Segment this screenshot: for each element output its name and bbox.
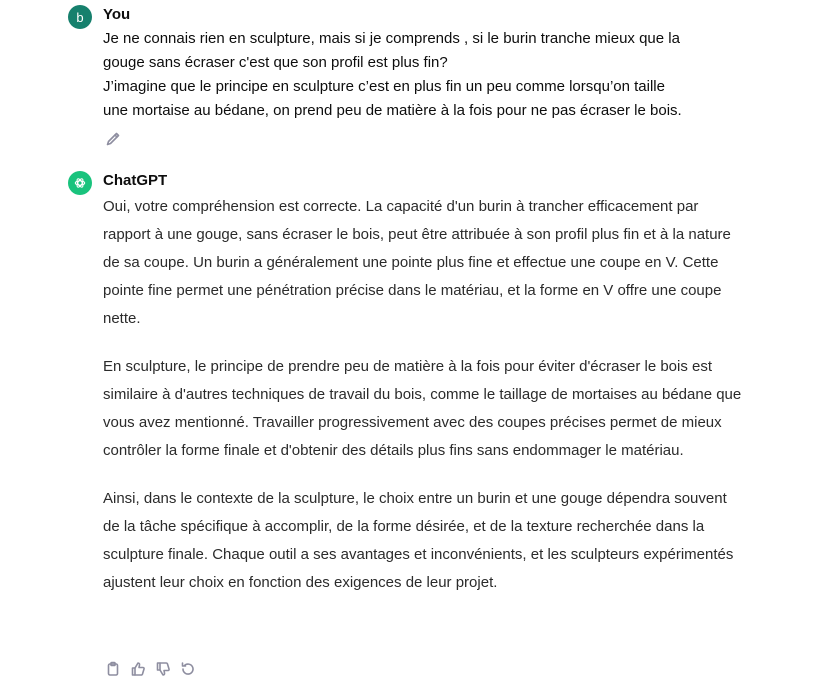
user-message xyxy=(68,5,788,155)
regenerate-button[interactable] xyxy=(179,660,197,678)
assistant-message xyxy=(68,171,788,686)
thumbs-up-button[interactable] xyxy=(129,660,147,678)
user-avatar-letter: b xyxy=(76,9,84,25)
assistant-paragraph-3: Ainsi, dans le contexte de la sculpture, le choix entre un burin et une gouge dépendra souvent de la tâche spécifique à accomplir, de la forme désirée, et de la texture recherchée dans la sculpture finale. Chaque outil a ses avantages et inconvénients, et les sculpteurs expérimentés ajustent leur choix en fonction des exigences de leur projet. xyxy=(103,490,734,591)
user-author-name: You xyxy=(103,6,131,23)
copy-button[interactable] xyxy=(104,660,122,678)
assistant-paragraph-2: En sculpture, le principe de prendre peu de matière à la fois pour éviter d'écraser le bois est similaire à d'autres techniques de travail du bois, comme le taillage de mortaises au bédane que vous avez mentionné. Travailler progressivement avec des coupes précises permet de mieux contrôler la forme finale et d'obtenir des détails plus fins sans endommager le matériau. xyxy=(103,358,742,459)
thumbs-down-button[interactable] xyxy=(154,660,172,678)
user-avatar xyxy=(68,5,92,29)
openai-logo-icon xyxy=(72,175,88,191)
user-message-text: Je ne connais rien en sculpture, mais si je comprends , si le burin tranche mieux que la gouge sans écraser c'est que son profil est plus fin? J’imagine que le principe en sculpture c’est en plus fin un peu comme lorsqu’on taille une mortaise au bédane, on prend peu de matière à la fois pour ne pas écraser le bois. xyxy=(103,30,682,119)
regenerate-icon xyxy=(180,661,196,677)
pencil-icon xyxy=(105,131,121,147)
thumbs-down-icon xyxy=(155,661,171,677)
assistant-avatar xyxy=(68,171,92,195)
clipboard-icon xyxy=(105,661,121,677)
edit-message-button[interactable] xyxy=(104,130,122,148)
assistant-message-body xyxy=(103,193,743,617)
assistant-author-name: ChatGPT xyxy=(103,172,168,189)
thumbs-up-icon xyxy=(130,661,146,677)
assistant-paragraph-1: Oui, votre compréhension est correcte. La capacité d'un burin à trancher efficacement par rapport à une gouge, sans écraser le bois, peut être attribuée à son profil plus fin et à la nature de sa coupe. Un burin a généralement une pointe plus fine et effectue une coupe en V. Cette pointe fine permet une pénétration précise dans le matériau, et la forme en V offre une coupe nette. xyxy=(103,198,731,327)
